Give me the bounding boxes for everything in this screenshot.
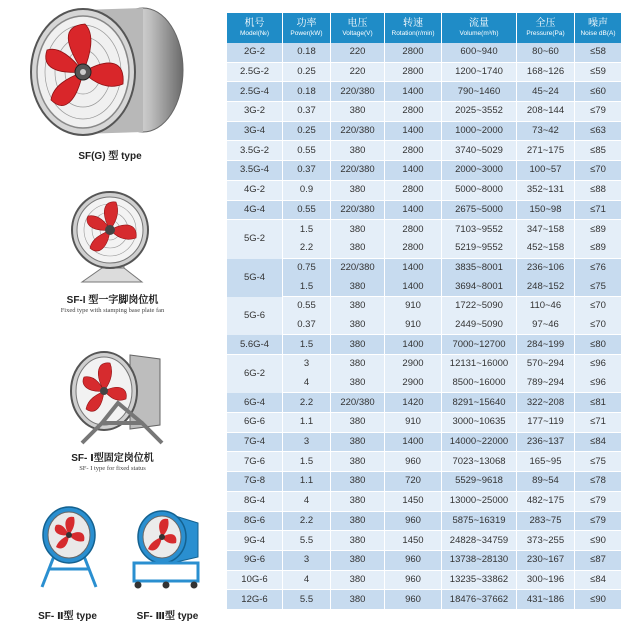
cell-model: 9G-4 — [227, 531, 283, 551]
cell-pressure: 230~167 — [517, 551, 575, 571]
cell-volume: 5529~9618 — [442, 472, 517, 492]
cell-model: 3G-4 — [227, 122, 283, 142]
cell-voltage: 220/380 — [331, 161, 385, 181]
cell-speed: 910 — [385, 297, 442, 316]
blue-cart-fan-image — [126, 505, 206, 590]
cell-voltage: 220/380 — [331, 82, 385, 102]
table-row — [227, 433, 621, 453]
cell-model: 2.5G-4 — [227, 82, 283, 102]
cell-volume: 1000~2000 — [442, 122, 517, 142]
column-header-en: Voltage(V) — [342, 30, 373, 37]
cell-noise: ≤89 — [575, 220, 621, 239]
cell-power: 5.5 — [283, 531, 331, 551]
cell-voltage: 380 — [331, 571, 385, 591]
cell-model: 2G-2 — [227, 43, 283, 63]
cell-power: 0.25 — [283, 122, 331, 142]
product-name: SF- Ⅱ型 type — [38, 611, 97, 622]
cell-voltage: 380 — [331, 316, 385, 336]
cell-power: 1.1 — [283, 472, 331, 492]
product-gallery — [0, 0, 225, 630]
cell-noise: ≤60 — [575, 82, 621, 102]
cell-speed: 2800 — [385, 181, 442, 201]
cell-power: 0.18 — [283, 43, 331, 63]
product-caption-5 — [120, 607, 215, 622]
cell-pressure: 168~126 — [517, 63, 575, 83]
cell-volume: 7000~12700 — [442, 335, 517, 355]
cell-volume: 12131~16000 — [442, 355, 517, 374]
column-header-cn: 电压 — [347, 18, 368, 29]
cell-model: 7G-4 — [227, 433, 283, 453]
cell-volume: 3694~8001 — [442, 277, 517, 297]
cell-noise: ≤90 — [575, 590, 621, 610]
column-header-cn: 全压 — [535, 18, 556, 29]
cell-pressure: 97~46 — [517, 316, 575, 336]
column-header-cn: 转速 — [403, 18, 423, 29]
table-row — [227, 161, 621, 181]
cell-pressure: 352~131 — [517, 181, 575, 201]
cell-pressure: 45~24 — [517, 82, 575, 102]
cell-volume: 5875~16319 — [442, 512, 517, 532]
cell-noise: ≤96 — [575, 355, 621, 374]
cell-pressure: 300~196 — [517, 571, 575, 591]
cell-voltage: 380 — [331, 590, 385, 610]
cell-pressure: 80~60 — [517, 43, 575, 63]
cell-noise: ≤71 — [575, 413, 621, 433]
cell-noise: ≤71 — [575, 201, 621, 221]
cell-volume: 8500~16000 — [442, 374, 517, 394]
table-row — [227, 122, 621, 142]
cell-model: 7G-6 — [227, 452, 283, 472]
table-header-row — [227, 13, 621, 43]
cell-noise: ≤79 — [575, 102, 621, 122]
cell-pressure: 150~98 — [517, 201, 575, 221]
cell-noise: ≤59 — [575, 63, 621, 83]
product-subtitle: Fixed type with stamping base plate fan — [60, 307, 165, 314]
product-name: SF- Ⅲ型 type — [136, 611, 199, 622]
cell-voltage: 220/380 — [331, 201, 385, 221]
cell-speed: 720 — [385, 472, 442, 492]
cell-noise: ≤88 — [575, 181, 621, 201]
cell-voltage: 380 — [331, 277, 385, 297]
cell-speed: 2800 — [385, 102, 442, 122]
product-name: SF(G) 型 type — [78, 151, 142, 162]
column-header — [227, 13, 283, 43]
cell-pressure: 236~106 — [517, 259, 575, 278]
cell-volume: 13738~28130 — [442, 551, 517, 571]
cell-power: 4 — [283, 571, 331, 591]
cell-speed: 2800 — [385, 141, 442, 161]
table-row — [227, 63, 621, 83]
cell-noise: ≤70 — [575, 161, 621, 181]
cell-voltage: 220/380 — [331, 393, 385, 413]
cell-model: 3G-2 — [227, 102, 283, 122]
cell-voltage: 380 — [331, 335, 385, 355]
cell-pressure: 73~42 — [517, 122, 575, 142]
cell-power: 2.2 — [283, 393, 331, 413]
cell-noise: ≤81 — [575, 393, 621, 413]
cell-volume: 3740~5029 — [442, 141, 517, 161]
column-header-cn: 噪声 — [588, 18, 608, 29]
cell-model: 7G-8 — [227, 472, 283, 492]
table-row — [227, 472, 621, 492]
column-header — [331, 13, 385, 43]
cell-pressure: 322~208 — [517, 393, 575, 413]
cell-volume: 18476~37662 — [442, 590, 517, 610]
cell-speed: 1400 — [385, 161, 442, 181]
table-row — [227, 492, 621, 512]
cell-voltage: 380 — [331, 492, 385, 512]
cell-power: 0.55 — [283, 297, 331, 316]
cell-speed: 910 — [385, 413, 442, 433]
cell-volume: 5219~9552 — [442, 239, 517, 259]
cell-volume: 2449~5090 — [442, 316, 517, 336]
cell-noise: ≤96 — [575, 374, 621, 394]
column-header-cn: 功率 — [296, 18, 317, 29]
cell-voltage: 220 — [331, 63, 385, 83]
cell-noise: ≤84 — [575, 571, 621, 591]
cell-power: 0.37 — [283, 161, 331, 181]
cell-power: 1.1 — [283, 413, 331, 433]
cell-volume: 2025~3552 — [442, 102, 517, 122]
cell-power: 2.2 — [283, 512, 331, 532]
cell-model: 8G-4 — [227, 492, 283, 512]
product-caption-4 — [30, 607, 105, 622]
cell-pressure: 89~54 — [517, 472, 575, 492]
cell-voltage: 220/380 — [331, 122, 385, 142]
cell-noise: ≤90 — [575, 531, 621, 551]
cell-noise: ≤89 — [575, 239, 621, 259]
cell-noise: ≤76 — [575, 259, 621, 278]
cell-speed: 1420 — [385, 393, 442, 413]
column-header — [442, 13, 517, 43]
cell-pressure: 283~75 — [517, 512, 575, 532]
table-row — [227, 413, 621, 433]
cell-speed: 2800 — [385, 220, 442, 239]
cell-pressure: 373~255 — [517, 531, 575, 551]
cell-voltage: 380 — [331, 452, 385, 472]
cell-pressure: 347~158 — [517, 220, 575, 239]
cell-speed: 1400 — [385, 122, 442, 142]
cell-model: 5.6G-4 — [227, 335, 283, 355]
cell-volume: 7023~13068 — [442, 452, 517, 472]
cell-speed: 2900 — [385, 355, 442, 374]
cell-speed: 1400 — [385, 201, 442, 221]
table-row — [227, 512, 621, 532]
cell-power: 0.25 — [283, 63, 331, 83]
cell-power: 4 — [283, 492, 331, 512]
cell-noise: ≤75 — [575, 452, 621, 472]
cell-pressure: 177~119 — [517, 413, 575, 433]
cell-speed: 2800 — [385, 43, 442, 63]
column-header-en: Model(№) — [239, 30, 269, 37]
cell-volume: 13000~25000 — [442, 492, 517, 512]
cell-noise: ≤70 — [575, 297, 621, 316]
product-caption-2 — [10, 291, 215, 314]
cell-model: 3.5G-2 — [227, 141, 283, 161]
cell-power: 0.9 — [283, 181, 331, 201]
cell-pressure: 482~175 — [517, 492, 575, 512]
cell-power: 0.37 — [283, 316, 331, 336]
cell-pressure: 570~294 — [517, 355, 575, 374]
table-row — [227, 259, 621, 278]
cell-noise: ≤84 — [575, 433, 621, 453]
cell-power: 3 — [283, 551, 331, 571]
cell-model: 4G-2 — [227, 181, 283, 201]
cell-model: 4G-4 — [227, 201, 283, 221]
cell-voltage: 380 — [331, 413, 385, 433]
column-header — [517, 13, 575, 43]
column-header-en: Volume(m³/h) — [459, 30, 499, 37]
cell-speed: 1400 — [385, 277, 442, 297]
cell-volume: 3835~8001 — [442, 259, 517, 278]
cell-pressure: 236~137 — [517, 433, 575, 453]
cell-voltage: 380 — [331, 512, 385, 532]
cell-voltage: 380 — [331, 181, 385, 201]
cell-volume: 1200~1740 — [442, 63, 517, 83]
cell-noise: ≤63 — [575, 122, 621, 142]
product-caption-1 — [20, 147, 200, 162]
table-row — [227, 590, 621, 610]
cell-pressure: 208~144 — [517, 102, 575, 122]
cell-model: 5G-4 — [227, 259, 283, 297]
cell-speed: 960 — [385, 512, 442, 532]
cell-volume: 2000~3000 — [442, 161, 517, 181]
table-row — [227, 201, 621, 221]
cell-speed: 910 — [385, 316, 442, 336]
product-name: SF- Ⅰ型固定岗位机 — [71, 453, 154, 464]
cell-pressure: 789~294 — [517, 374, 575, 394]
table-row — [227, 551, 621, 571]
cell-speed: 1400 — [385, 259, 442, 278]
column-header-en: Rotation(r/min) — [391, 30, 435, 37]
cell-speed: 1400 — [385, 335, 442, 355]
cell-power: 0.55 — [283, 141, 331, 161]
cell-speed: 960 — [385, 452, 442, 472]
cell-model: 8G-6 — [227, 512, 283, 532]
table-row — [227, 277, 621, 297]
cell-speed: 960 — [385, 551, 442, 571]
column-header-en: Power(kW) — [290, 30, 323, 37]
table-row — [227, 571, 621, 591]
cell-voltage: 380 — [331, 472, 385, 492]
column-header-en: Noise dB(A) — [580, 30, 616, 37]
duct-fan-image — [25, 4, 190, 141]
table-row — [227, 355, 621, 374]
cell-pressure: 431~186 — [517, 590, 575, 610]
blue-tripod-fan-image — [36, 505, 108, 590]
cell-volume: 7103~9552 — [442, 220, 517, 239]
cell-volume: 3000~10635 — [442, 413, 517, 433]
cell-voltage: 380 — [331, 141, 385, 161]
table-row — [227, 181, 621, 201]
table-row — [227, 335, 621, 355]
table-row — [227, 220, 621, 239]
column-header — [575, 13, 621, 43]
cell-voltage: 380 — [331, 531, 385, 551]
table-row — [227, 316, 621, 336]
cell-volume: 24828~34759 — [442, 531, 517, 551]
column-header-cn: 流量 — [469, 18, 489, 29]
table-row — [227, 141, 621, 161]
cell-speed: 1400 — [385, 433, 442, 453]
table-row — [227, 531, 621, 551]
cell-model: 3.5G-4 — [227, 161, 283, 181]
column-header — [385, 13, 442, 43]
cell-voltage: 380 — [331, 297, 385, 316]
cell-model: 6G-6 — [227, 413, 283, 433]
cell-power: 3 — [283, 433, 331, 453]
cell-speed: 2900 — [385, 374, 442, 394]
fixed-stand-fan-image — [62, 343, 167, 448]
cell-voltage: 220 — [331, 43, 385, 63]
cell-model: 5G-2 — [227, 220, 283, 258]
cell-speed: 1400 — [385, 82, 442, 102]
table-body — [227, 43, 621, 610]
cell-model: 10G-6 — [227, 571, 283, 591]
cell-power: 3 — [283, 355, 331, 374]
cell-power: 5.5 — [283, 590, 331, 610]
cell-pressure: 271~175 — [517, 141, 575, 161]
cell-pressure: 284~199 — [517, 335, 575, 355]
cell-model: 6G-4 — [227, 393, 283, 413]
cell-noise: ≤79 — [575, 512, 621, 532]
cell-noise: ≤70 — [575, 316, 621, 336]
table-row — [227, 239, 621, 259]
cell-pressure: 452~158 — [517, 239, 575, 259]
base-plate-fan-image — [62, 190, 162, 285]
cell-speed: 960 — [385, 571, 442, 591]
cell-volume: 1722~5090 — [442, 297, 517, 316]
cell-noise: ≤87 — [575, 551, 621, 571]
cell-power: 0.37 — [283, 102, 331, 122]
cell-volume: 790~1460 — [442, 82, 517, 102]
table-row — [227, 43, 621, 63]
cell-model: 12G-6 — [227, 590, 283, 610]
cell-voltage: 380 — [331, 374, 385, 394]
table-row — [227, 452, 621, 472]
cell-power: 0.55 — [283, 201, 331, 221]
product-caption-3 — [20, 449, 205, 472]
cell-volume: 8291~15640 — [442, 393, 517, 413]
cell-voltage: 380 — [331, 102, 385, 122]
column-header-en: Pressure(Pa) — [526, 30, 565, 37]
cell-voltage: 380 — [331, 239, 385, 259]
table-row — [227, 297, 621, 316]
cell-volume: 14000~22000 — [442, 433, 517, 453]
cell-volume: 5000~8000 — [442, 181, 517, 201]
cell-pressure: 248~152 — [517, 277, 575, 297]
cell-noise: ≤79 — [575, 492, 621, 512]
cell-model: 2.5G-2 — [227, 63, 283, 83]
cell-voltage: 380 — [331, 551, 385, 571]
cell-noise: ≤85 — [575, 141, 621, 161]
cell-noise: ≤75 — [575, 277, 621, 297]
cell-pressure: 165~95 — [517, 452, 575, 472]
cell-power: 1.5 — [283, 452, 331, 472]
product-name: SF-I 型一字脚岗位机 — [66, 295, 159, 306]
cell-pressure: 100~57 — [517, 161, 575, 181]
cell-noise: ≤78 — [575, 472, 621, 492]
cell-power: 0.18 — [283, 82, 331, 102]
cell-volume: 600~940 — [442, 43, 517, 63]
cell-volume: 13235~33862 — [442, 571, 517, 591]
cell-power: 4 — [283, 374, 331, 394]
cell-model: 5G-6 — [227, 297, 283, 335]
product-subtitle: SF- I type for fixed status — [79, 465, 146, 472]
cell-voltage: 220/380 — [331, 259, 385, 278]
table-row — [227, 374, 621, 394]
cell-model: 9G-6 — [227, 551, 283, 571]
cell-power: 0.75 — [283, 259, 331, 278]
table-row — [227, 102, 621, 122]
spec-table-container — [227, 13, 621, 610]
spec-table — [227, 13, 621, 610]
cell-voltage: 380 — [331, 220, 385, 239]
cell-power: 1.5 — [283, 220, 331, 239]
cell-speed: 1450 — [385, 531, 442, 551]
column-header — [283, 13, 331, 43]
cell-voltage: 380 — [331, 355, 385, 374]
cell-speed: 2800 — [385, 239, 442, 259]
cell-speed: 1450 — [385, 492, 442, 512]
cell-power: 1.5 — [283, 335, 331, 355]
cell-model: 6G-2 — [227, 355, 283, 393]
cell-speed: 2800 — [385, 63, 442, 83]
cell-power: 2.2 — [283, 239, 331, 259]
table-row — [227, 82, 621, 102]
cell-noise: ≤58 — [575, 43, 621, 63]
table-row — [227, 393, 621, 413]
cell-speed: 960 — [385, 590, 442, 610]
column-header-cn: 机号 — [244, 18, 265, 29]
cell-noise: ≤80 — [575, 335, 621, 355]
cell-power: 1.5 — [283, 277, 331, 297]
cell-volume: 2675~5000 — [442, 201, 517, 221]
cell-pressure: 110~46 — [517, 297, 575, 316]
cell-voltage: 380 — [331, 433, 385, 453]
